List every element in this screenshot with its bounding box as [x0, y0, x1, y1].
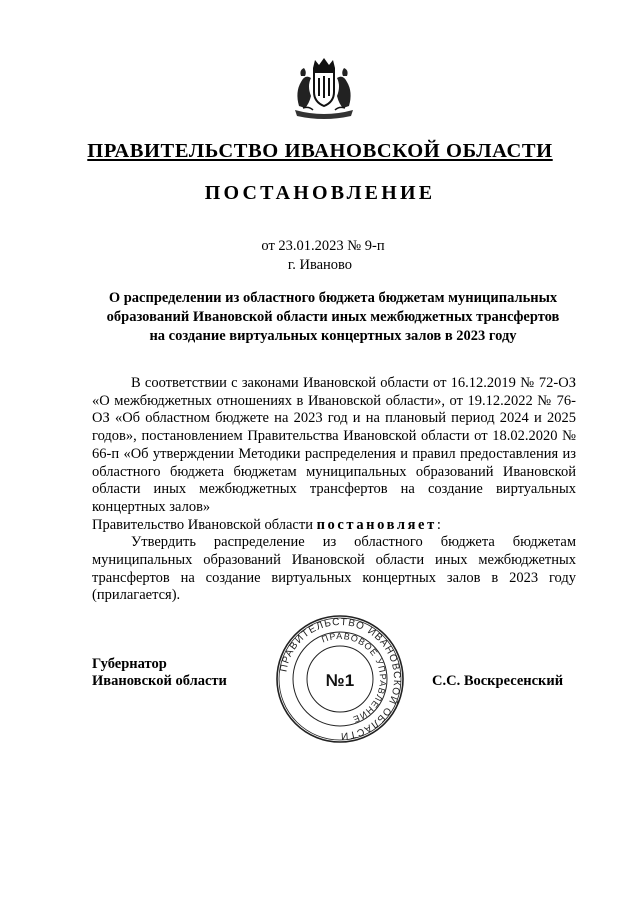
- coat-of-arms-icon: [289, 56, 359, 120]
- document-body: [92, 375, 576, 605]
- position-line: Губернатор: [92, 656, 167, 672]
- stamp-number: №1: [325, 671, 355, 690]
- document-date-number: от 23.01.2023 № 9-п: [261, 238, 385, 254]
- subject-line: образований Ивановской области иных межбюджетных трансфертов: [106, 309, 560, 325]
- body-paragraph-1: [92, 375, 576, 534]
- signatory-name: С.С. Воскресенский: [432, 673, 564, 689]
- paragraph-1-tail: Правительство Ивановской области: [92, 516, 313, 533]
- official-stamp: [273, 612, 407, 746]
- body-paragraph-2: Утвердить распределение из областного бюджета бюджетам муниципальных образований Ивановской области иных межбюджетных трансфертов на создание виртуальных концертных залов в 2023 году (прилагается).: [92, 534, 576, 604]
- stamp-inner-text: ПРАВОВОЕ УПРАВЛЕНИЕ: [320, 630, 389, 725]
- position-line: Ивановской области: [92, 673, 227, 689]
- document-city: г. Иваново: [287, 257, 353, 273]
- government-title: ПРАВИТЕЛЬСТВО ИВАНОВСКОЙ ОБЛАСТИ: [87, 140, 553, 162]
- stamp-outer-text: ПРАВИТЕЛЬСТВО ИВАНОВСКОЙ ОБЛАСТИ: [278, 616, 403, 742]
- paragraph-1-text: В соответствии с законами Ивановской области от 16.12.2019 № 72-ОЗ «О межбюджетных отношениях в Ивановской области», от 19.12.2022 № 76-ОЗ «Об областном бюджете на 2023 год и на плановый период 2024 и 2025 годов», постановлением Правительства Ивановской области от 18.02.2020 № 66-п «Об утверждении Методики распределения и правил предоставления из областного бюджета бюджетам муниципальных образований Ивановской области иных межбюджетных трансфертов на создание виртуальных концертных залов»: [92, 375, 576, 515]
- document-type: ПОСТАНОВЛЕНИЕ: [204, 182, 436, 204]
- resolves-word: постановляет: [316, 516, 437, 533]
- subject-line: О распределении из областного бюджета бюджетам муниципальных: [108, 290, 558, 306]
- signatory-position: [92, 656, 227, 690]
- subject-line: на создание виртуальных концертных залов в 2023 году: [149, 328, 517, 344]
- document-subject: [88, 289, 578, 346]
- resolves-colon: :: [436, 516, 441, 533]
